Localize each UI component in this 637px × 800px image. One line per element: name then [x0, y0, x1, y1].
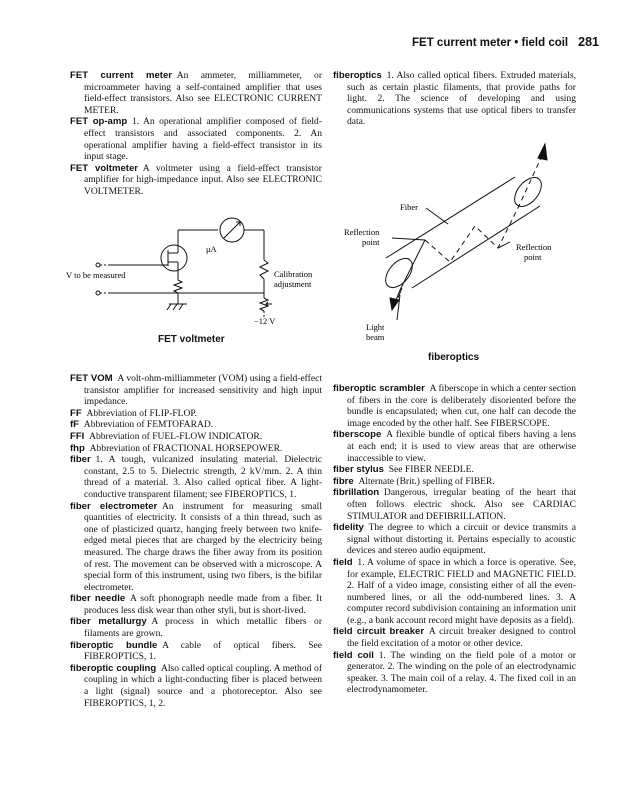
fet-voltmeter-caption: FET voltmeter — [158, 334, 225, 345]
fiberoptics-diagram — [340, 140, 580, 350]
entry-definition: A voltmeter using a field-effect transistor amplifier for high-impedance input. Also see ELECTRONIC VOLTMETER. — [84, 162, 322, 197]
entry-term: fhp — [70, 442, 85, 454]
entry-term: fiberscope — [333, 429, 382, 441]
dictionary-entry — [70, 443, 322, 455]
fiber-label: Fiber — [400, 202, 418, 212]
dictionary-entry — [70, 501, 322, 594]
entry-term: FET current meter — [70, 70, 172, 81]
dictionary-entry — [333, 557, 576, 627]
fiberoptics-caption: fiberoptics — [428, 352, 480, 363]
reflection-left-label-2: point — [362, 237, 380, 247]
entry-term: fiber electrometer — [70, 500, 158, 512]
dictionary-entry — [70, 593, 322, 616]
running-header — [412, 35, 599, 49]
entry-definition: 1. Also called optical fibers. Extruded materials, such as certain plastic filaments, that provide paths for light. 2. The science of developing and using communications systems that use optical fibers to transfer data. — [347, 70, 576, 128]
entry-term: FF — [70, 407, 82, 419]
dictionary-entry — [333, 70, 576, 128]
dictionary-entry — [70, 640, 322, 663]
entry-term: fibrillation — [333, 487, 380, 499]
fet-voltmeter-diagram — [66, 200, 316, 330]
dictionary-entry — [333, 650, 576, 696]
entry-definition: 1. A tough, vulcanized insulating material. Dielectric constant, 2.5 to 5. Dielectric strength, 2 kV/mm. 2. A thin thread of a material. 3. Also called optical fiber. A light-conductive transparent filament; see FIBEROPTICS, 1. — [84, 454, 322, 500]
entry-term: fibre — [333, 475, 354, 487]
entry-definition: See FIBER NEEDLE. — [388, 464, 474, 476]
light-beam-label-2: beam — [366, 332, 385, 342]
entry-term: fiberoptic coupling — [70, 662, 157, 674]
entry-term: fiber needle — [70, 593, 126, 605]
dictionary-entry — [70, 373, 322, 408]
dictionary-entry — [70, 419, 322, 431]
column-top-left — [70, 70, 322, 198]
entry-definition: A volt-ohm-milliammeter (VOM) using a field-effect transistor amplifier for increased sensitivity and high input impedance. — [84, 373, 322, 408]
dictionary-entry — [70, 116, 322, 162]
column-top-right — [333, 70, 576, 128]
entry-definition: Dangerous, irregular beating of the heart that often follows electric shock. Also see CARDIAC STIMULATOR and DEFIBRILLATION. — [347, 487, 576, 522]
entry-definition: A flexible bundle of optical fibers having a lens at each end; it is used to view areas that are otherwise inaccessible to view. — [347, 429, 576, 464]
entry-term: FET voltmeter — [70, 162, 138, 174]
entry-definition: A soft phonograph needle made from a fiber. It produces less disk wear than other styli, but is short-lived. — [84, 593, 322, 616]
entry-definition: Alternate (Brit.) spelling of FIBER. — [358, 475, 495, 487]
entry-term: FET VOM — [70, 373, 113, 384]
entry-definition: A process in which metallic fibers or filaments are grown. — [84, 616, 323, 640]
page-number: 281 — [578, 35, 599, 49]
entry-definition: A cable of optical fibers. See FIBEROPTICS, 1. — [84, 639, 323, 663]
reflection-left-label-1: Reflection — [344, 227, 380, 237]
supply-voltage-label: −12 V — [254, 316, 276, 326]
entry-term: field circuit breaker — [333, 626, 425, 638]
entry-term: fiber — [70, 454, 91, 466]
dictionary-entry — [70, 616, 322, 639]
entry-definition: 1. An operational amplifier composed of field-effect transistors and associated components. 2. An operational amplifier having a field-effect transistor in its input stage. — [84, 116, 323, 163]
entry-term: fiber stylus — [333, 464, 384, 476]
entry-definition: Abbreviation of FUEL-FLOW INDICATOR. — [89, 430, 263, 442]
dictionary-entry — [70, 431, 322, 443]
entry-term: fiberoptics — [333, 70, 382, 81]
entry-term: FFI — [70, 430, 85, 442]
dictionary-entry — [333, 476, 576, 488]
microamp-label: μA — [206, 244, 217, 254]
entry-term: fF — [70, 419, 80, 431]
dictionary-entry — [333, 626, 576, 649]
dictionary-entry — [333, 487, 576, 522]
column-bottom-left — [70, 373, 322, 709]
column-bottom-right — [333, 383, 576, 696]
entry-term: fidelity — [333, 522, 364, 534]
dictionary-entry — [333, 522, 576, 557]
dictionary-entry — [70, 408, 322, 420]
calibration-label-1: Calibration — [274, 269, 313, 279]
dictionary-entry — [333, 464, 576, 476]
entry-term: fiberoptic bundle — [70, 639, 158, 651]
reflection-right-label-1: Reflection — [516, 242, 552, 252]
entry-definition: An instrument for measuring small quantities of electricity. It consists of a thin thread, such as one of plasticized quartz, hanging freely between two knife-edged metal pieces that are charged by the electricity being measured. The charge draws the fiber away from its position of rest. The movement can be observed with a microscope. A special form of this instrument, using two fibers, is the bifilar electrometer. — [84, 500, 322, 593]
entry-definition: The degree to which a circuit or device transmits a signal without distorting it. Pertains especially to acoustic devices and stereo audio equipment. — [347, 522, 576, 557]
entry-term: field — [333, 556, 353, 568]
entry-definition: A circuit breaker designed to control the field excitation of a motor or other device. — [347, 626, 576, 650]
entry-definition: Also called optical coupling. A method of coupling in which a light-conducting fiber is placed between a light (signal) source and a photoreceptor. Also see FIBEROPTICS, 1, 2. — [84, 662, 322, 709]
dictionary-entry — [70, 454, 322, 500]
entry-definition: Abbreviation of FLIP-FLOP. — [86, 407, 198, 419]
dictionary-entry — [333, 429, 576, 464]
entry-definition: 1. The winding on the field pole of a motor or generator. 2. The winding on the pole of an electrodynamic speaker. 3. The main coil of a relay. 4. The fixed coil in an electrodynamometer. — [347, 649, 576, 696]
light-beam-label-1: Light — [366, 322, 385, 332]
reflection-right-label-2: point — [524, 252, 542, 262]
entry-definition: An ammeter, milliammeter, or microammeter having a self-contained amplifier that uses field-effect transistors. Also see ELECTRONIC CURRENT METER. — [84, 70, 322, 116]
entry-term: field coil — [333, 649, 374, 661]
entry-definition: 1. A volume of space in which a force is operative. See, for example, ELECTRIC FIELD and MAGNETIC FIELD. 2. Half of a video image, consisting either of all the even-numbered lines, or all the odd-numbered lines. 3. A computer record subdivision containing an information unit (e.g., a bank account record might have deposits as a field). — [347, 556, 576, 626]
entry-definition: Abbreviation of FRACTIONAL HORSEPOWER. — [89, 442, 283, 454]
entry-term: FET op-amp — [70, 116, 128, 128]
input-voltage-label: V to be measured — [66, 270, 126, 280]
dictionary-entry — [70, 163, 322, 198]
dictionary-entry — [70, 70, 322, 116]
entry-definition: Abbreviation of FEMTOFARAD. — [83, 419, 214, 431]
entry-term: fiber metallurgy — [70, 616, 147, 628]
calibration-label-2: adjustment — [274, 279, 312, 289]
entry-term: fiberoptic scrambler — [333, 383, 425, 394]
dictionary-entry — [70, 663, 322, 709]
entry-definition: A fiberscope in which a center section of fibers in the core is deliberately disoriented before the bundle is encapsulated; when cut, one half can decode the image encoded by the other half. See FIBERSCOPE. — [347, 383, 576, 429]
guide-words: FET current meter • field coil — [412, 37, 569, 49]
dictionary-entry — [333, 383, 576, 429]
